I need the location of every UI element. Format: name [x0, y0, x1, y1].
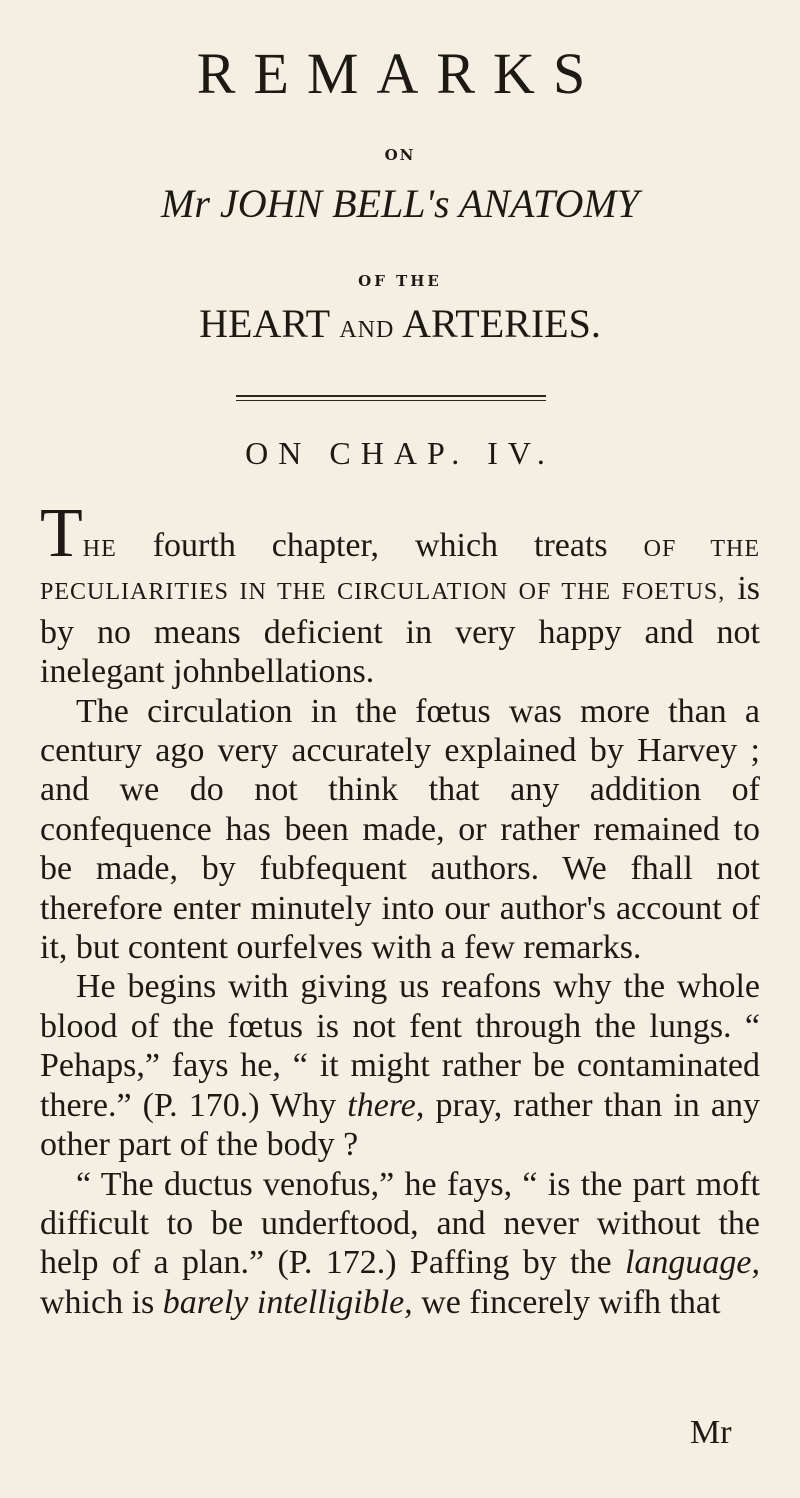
paragraph-text: which is	[40, 1283, 163, 1321]
italic-text: there,	[347, 1086, 425, 1124]
paragraph-text: “ The ductus venofus,” he fays, “ is the part moft difficult to be underftood, and never without the help of a plan.” (P. 172.) Paffing by the	[40, 1165, 760, 1282]
document-title: REMARKS	[196, 41, 604, 106]
title-on: ON	[384, 146, 416, 164]
heart-word: HEART	[199, 301, 330, 346]
divider-rule-thin	[236, 400, 546, 401]
paragraph-text: fourth chapter, which treats	[116, 527, 644, 564]
arteries-word: ARTERIES.	[402, 301, 601, 346]
body-text	[40, 495, 761, 1322]
small-caps-text: OF THE PECULIARITIES IN THE CIRCULATION OF THE FOETUS,	[40, 536, 760, 606]
title-heart-arteries	[0, 300, 800, 347]
small-caps-text: HE	[82, 536, 117, 562]
paragraph-text: we fincerely wifh that	[412, 1283, 721, 1321]
paragraph-text: He begins with giving us reafons why the whole blood of the fœtus is not fent through the lungs. “ Pehaps,” fays he, “ it might rather be contaminated there.” (P. 170.) Why	[40, 968, 760, 1124]
paragraph-text: pray, rather than in any other part of the body ?	[40, 1086, 760, 1164]
and-word: AND	[339, 317, 395, 343]
paragraph-text: is by no means deficient in very happy and not inelegant johnbellations.	[40, 570, 761, 691]
italic-text: language,	[624, 1244, 760, 1282]
drop-cap: T	[40, 495, 83, 572]
paragraph-2: The circulation in the fœtus was more than a century ago very accurately explained by Harvey ; and we do not think that any addition of confequence has been made, or rather remained to be made, by fubfequent authors. We fhall not therefore enter minutely into our author's account of it, but content ourfelves with a few remarks.	[40, 692, 760, 967]
paragraph-1	[40, 495, 761, 692]
document-subtitle: Mr JOHN BELL's ANATOMY	[161, 181, 639, 226]
chapter-heading: ON CHAP. IV.	[245, 435, 555, 471]
divider-rule	[236, 395, 546, 397]
title-of-the: OF THE	[358, 272, 442, 290]
catchword: Mr	[690, 1414, 732, 1451]
paragraph-4	[40, 1165, 760, 1323]
italic-text: barely intelligible,	[162, 1283, 413, 1321]
paragraph-3	[40, 967, 760, 1164]
